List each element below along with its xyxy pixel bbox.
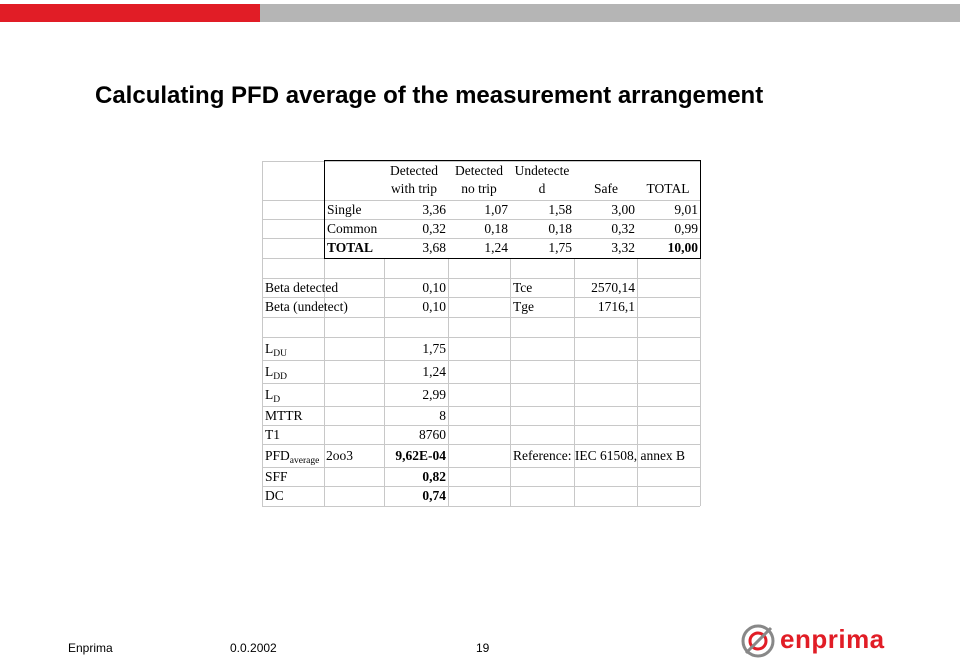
l-du-value: 1,75	[422, 341, 446, 356]
mttr-label: MTTR	[265, 408, 303, 423]
matrix-cell: 3,32	[611, 240, 635, 255]
header-detected-with-trip-line2: with trip	[390, 181, 438, 196]
beta-detected-value: 0,10	[422, 280, 446, 295]
l-du-label: $L_{DU}$	[265, 341, 287, 359]
l-dd-label: $L_{DD}$	[265, 364, 287, 382]
page-title: Calculating PFD average of the measurement arrangement	[95, 82, 764, 109]
beta-undetect-label: Beta (undetect)	[265, 299, 348, 314]
row-label-total: TOTAL	[327, 240, 374, 255]
pfd-architecture: 2oo3	[326, 448, 353, 463]
dc-label: DC	[265, 488, 284, 503]
beta-detected-label: Beta detected	[265, 280, 339, 295]
beta-undetect-value: 0,10	[422, 299, 446, 314]
tge-value: 1716,1	[597, 299, 635, 314]
matrix-cell: 1,24	[484, 240, 508, 255]
row-label-single: Single	[327, 202, 362, 217]
header-undetected-line1: Undetecte	[514, 163, 570, 178]
logo-mark-icon	[740, 623, 776, 659]
tge-label: Tge	[513, 299, 534, 314]
footer-date: 0.0.2002	[230, 641, 277, 655]
matrix-cell: 0,99	[674, 221, 698, 236]
mttr-value: 8	[439, 408, 446, 423]
matrix-cell: 0,18	[548, 221, 572, 236]
grand-total-cell: 10,00	[667, 240, 698, 255]
row-label-common: Common	[327, 221, 378, 236]
sff-value: 0,82	[422, 469, 446, 484]
tce-label: Tce	[513, 280, 533, 295]
header-safe: Safe	[594, 181, 618, 196]
pfd-average-label: $PFD_{average}$	[265, 448, 320, 466]
dc-value: 0,74	[422, 488, 446, 503]
header-detected-with-trip-line1: Detected	[390, 163, 438, 178]
matrix-cell: 0,32	[422, 221, 446, 236]
enprima-logo	[740, 622, 890, 660]
matrix-cell: 3,36	[422, 202, 446, 217]
footer-company: Enprima	[68, 641, 113, 655]
header-total: TOTAL	[646, 181, 690, 196]
t1-value: 8760	[419, 427, 446, 442]
l-d-value: 2,99	[422, 387, 446, 402]
footer-page-number: 19	[476, 641, 490, 655]
matrix-cell: 3,68	[422, 240, 446, 255]
matrix-cell: 9,01	[674, 202, 698, 217]
l-d-label: $L_D$	[265, 387, 281, 405]
matrix-cell: 1,07	[484, 202, 508, 217]
sff-label: SFF	[265, 469, 288, 484]
tce-value: 2570,14	[591, 280, 635, 295]
l-dd-value: 1,24	[422, 364, 446, 379]
header-undetected-line2: d	[538, 181, 546, 196]
logo-wordmark: enprima	[780, 624, 885, 654]
matrix-cell: 0,32	[611, 221, 635, 236]
header-detected-no-trip-line1: Detected	[455, 163, 503, 178]
pfd-average-value: 9,62E-04	[395, 448, 446, 463]
header-detected-no-trip-line2: no trip	[461, 181, 497, 196]
matrix-cell: 3,00	[611, 202, 635, 217]
reference-note: Reference: IEC 61508, annex B	[513, 448, 686, 463]
t1-label: T1	[265, 427, 280, 442]
matrix-cell: 0,18	[484, 221, 508, 236]
matrix-cell: 1,58	[548, 202, 572, 217]
matrix-cell: 1,75	[548, 240, 572, 255]
